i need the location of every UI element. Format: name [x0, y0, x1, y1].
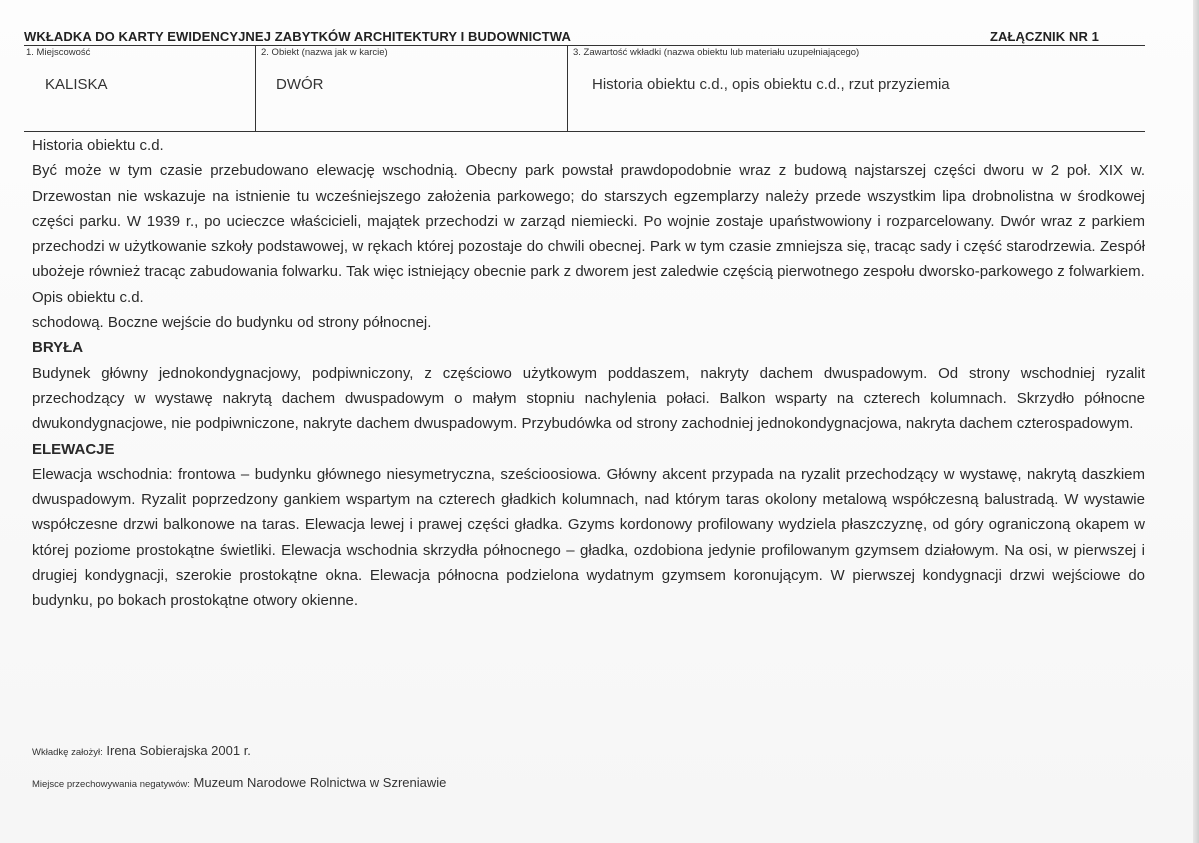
field-object	[255, 46, 568, 131]
author-value: Irena Sobierajska 2001 r.	[106, 743, 251, 758]
bryla-paragraph: Budynek główny jednokondygnacjowy, podpiwniczony, z częściowo użytkowym poddaszem, nakryty dachem dwuspadowym. Od strony wschodniej ryzalit przechodzący w wystawę nakrytą dachem dwuspadowym o małym stopniu nachylenia połaci. Balkon wsparty na czterech kolumnach. Skrzydło północne dwukondygnacjowe, nie podpiwniczone, nakryte dachem dwuspadowym. Przybudówka od strony zachodniej jednokondygnacjowa, nakryta dachem czterospadowym.	[32, 364, 1145, 433]
storage-line	[32, 775, 446, 790]
elewacje-paragraph: Elewacja wschodnia: frontowa – budynku głównego niesymetryczna, sześcioosiowa. Główny akcent przypada na ryzalit przechodzący w wystawę, nakrytą daszkiem dwuspadowym. Ryzalit poprzedzony gankiem wspartym na czterech gładkich kolumnach, nad którym taras okolony metalową współczesną balustradą. W wystawie współczesne drzwi balkonowe na taras. Elewacja lewej i prawej części gładka. Gzyms kordonowy profilowany wydziela płaszczyznę, od góry ograniczoną okapem w której poziome prostokątne świetliki. Elewacja wschodnia skrzydła północnego – gładka, ozdobiona jedynie profilowanym gzymsem działowym. Na osi, w pierwszej i drugiej kondygnacji, szerokie prostokątne okna. Elewacja północna podzielona wydatnym gzymsem koronującym. W pierwszej kondygnacji drzwi wejściowe do budynku, po bokach prostokątne otwory okienne.	[32, 465, 1145, 610]
description-paragraph: schodową. Boczne wejście do budynku od strony północnej.	[32, 314, 432, 332]
history-heading: Historia obiektu c.d.	[32, 137, 164, 154]
field-locality-value: KALISKA	[45, 76, 108, 93]
bryla-heading: BRYŁA	[32, 339, 84, 357]
author-line	[32, 743, 251, 758]
storage-value: Muzeum Narodowe Rolnictwa w Szreniawie	[193, 775, 447, 790]
page-edge	[1193, 0, 1199, 843]
field-object-value: DWÓR	[276, 76, 324, 93]
form-fields-table	[24, 45, 1145, 132]
document-title: WKŁADKA DO KARTY EWIDENCYJNEJ ZABYTKÓW ARCHITEKTURY I BUDOWNICTWA	[24, 29, 571, 44]
author-label: Wkładkę założył:	[32, 747, 103, 758]
annex-label: ZAŁĄCZNIK NR 1	[989, 29, 1099, 44]
history-paragraph: Być może w tym czasie przebudowano elewację wschodnią. Obecny park powstał prawdopodobnie wraz z budową najstarszej części dworu w 2 poł. XIX w. Drzewostan nie wskazuje na istnienie tu wcześniejszego założenia parkowego; do starszych egzemplarzy należy przede wszystkim lipa drobnolistna w środkowej części parku. W 1939 r., po ucieczce właścicieli, majątek przechodzi w zarząd niemiecki. Po wojnie zostaje upaństwowiony i rozparcelowany. Dwór wraz z parkiem przechodzi w użytkowanie szkoły podstawowej, w rękach której pozostaje do chwili obecnej. Park w tym czasie zmniejsza się, tracąc sady i część starodrzewia. Zespół ubożeje również tracąc zabudowania folwarku. Tak więc istniejący obecnie park z dworem jest zaledwie częścią pierwotnego zespołu dworsko-parkowego z folwarkiem.	[32, 162, 1145, 281]
field-insert-content-value: Historia obiektu c.d., opis obiektu c.d., rzut przyziemia	[592, 76, 950, 93]
field-insert-content	[567, 46, 1146, 131]
field-locality	[24, 46, 255, 131]
field-insert-content-label: 3. Zawartość wkładki (nazwa obiektu lub materiału uzupełniającego)	[573, 47, 860, 58]
field-object-label: 2. Obiekt (nazwa jak w karcie)	[261, 47, 388, 58]
description-heading: Opis obiektu c.d.	[32, 288, 144, 306]
document-body	[32, 133, 1145, 614]
field-locality-label: 1. Miejscowość	[26, 47, 91, 58]
elewacje-heading: ELEWACJE	[32, 440, 115, 458]
storage-label: Miejsce przechowywania negatywów:	[32, 779, 190, 790]
